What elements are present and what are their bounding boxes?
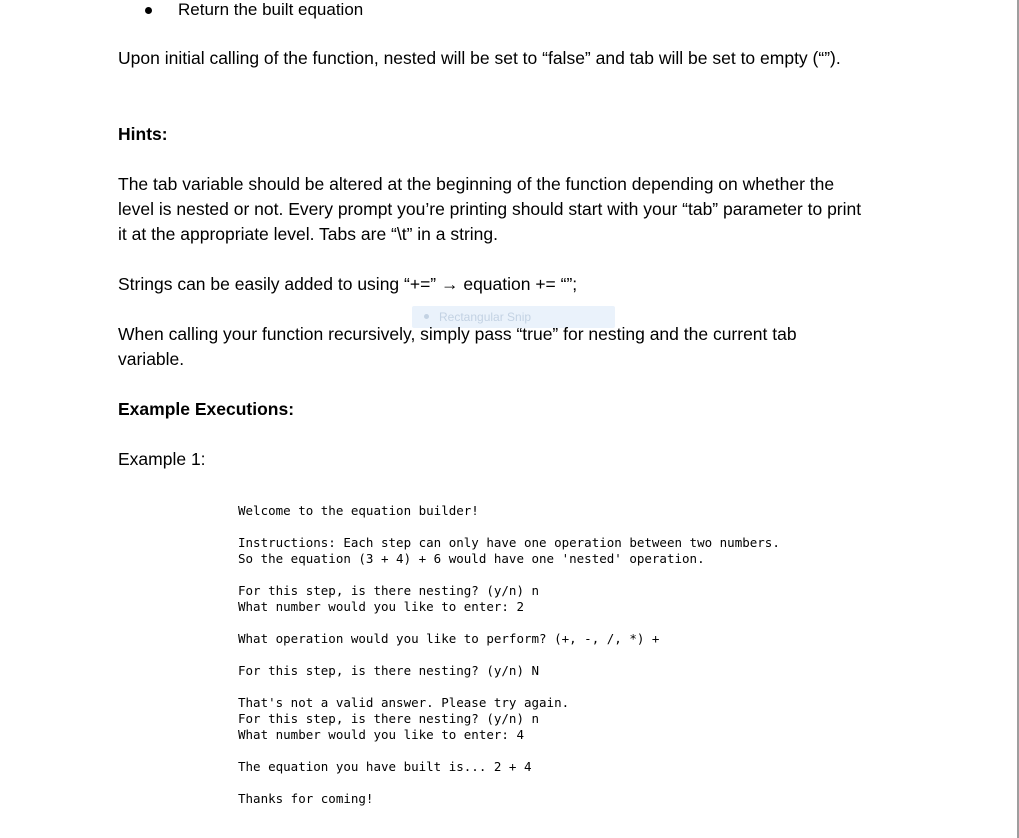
console-line: Welcome to the equation builder! [238, 503, 479, 518]
intro-paragraph: Upon initial calling of the function, nested will be set to “false” and tab will be set to empty (“”). [118, 48, 841, 68]
console-line: The equation you have built is... 2 + 4 [238, 759, 532, 774]
console-line: What operation would you like to perform? (+, -, /, *) + [238, 631, 660, 646]
console-line: For this step, is there nesting? (y/n) n [238, 583, 540, 598]
console-line: What number would you like to enter: 4 [238, 727, 524, 742]
console-line: What number would you like to enter: 2 [238, 599, 524, 614]
snip-label: Rectangular Snip [439, 310, 532, 324]
hints-line: level is nested or not. Every prompt you’re printing should start with your “tab” parameter to print [118, 199, 862, 219]
examples-heading: Example Executions: [118, 399, 295, 419]
example-1-label: Example 1: [118, 449, 206, 469]
hints-line: it at the appropriate level. Tabs are “\t” in a string. [118, 224, 499, 244]
hints-paragraph-strings: Strings can be easily added to using “+=” → equation += “”; [118, 274, 578, 294]
console-line: For this step, is there nesting? (y/n) N [238, 663, 540, 678]
bullet-item [145, 0, 363, 20]
hints-line: The tab variable should be altered at the beginning of the function depending on whether the [118, 174, 835, 194]
console-line: Thanks for coming! [238, 791, 374, 806]
console-output [238, 503, 780, 807]
console-line: That's not a valid answer. Please try again. [238, 695, 570, 710]
hints-heading: Hints: [118, 124, 168, 144]
hints-paragraph-tab [118, 172, 918, 247]
hints-paragraph-recursion [118, 322, 918, 372]
hints-line: When calling your function recursively, simply pass “true” for nesting and the current tab [118, 324, 797, 344]
console-line: For this step, is there nesting? (y/n) n [238, 711, 540, 726]
snip-dot-icon [424, 314, 429, 319]
bullet-dot-icon [145, 7, 152, 14]
bullet-text: Return the built equation [178, 0, 364, 19]
console-line: Instructions: Each step can only have one operation between two numbers. [238, 535, 780, 550]
console-line: So the equation (3 + 4) + 6 would have one 'nested' operation. [238, 551, 705, 566]
hints-line: variable. [118, 349, 185, 369]
